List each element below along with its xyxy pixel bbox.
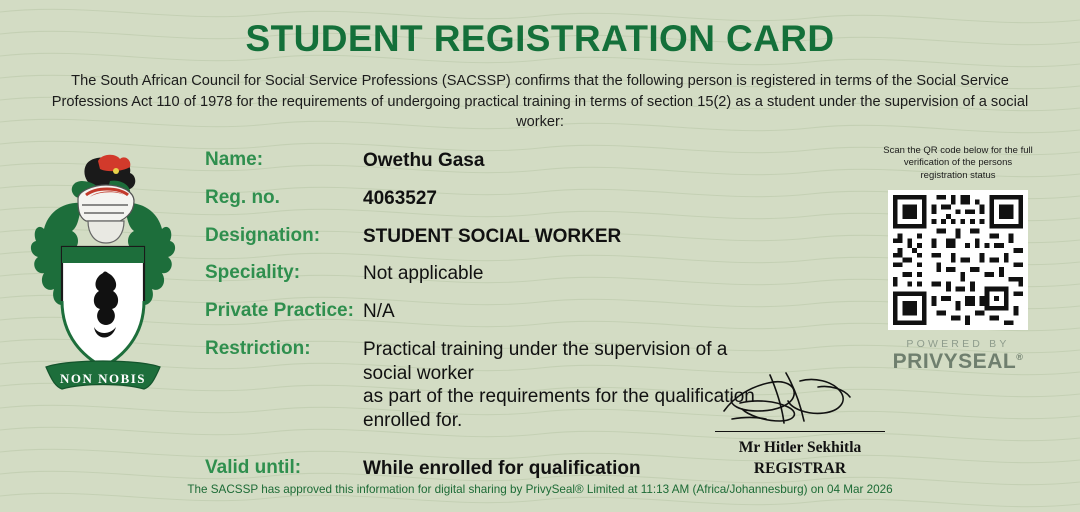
- intro-paragraph: The South African Council for Social Service Professions (SACSSP) confirms that the following person is registered in terms of the Social Service Professions Act 110 of 1978 for the requirements of undergoing practical training in terms of section 15(2) as a student under the supervision of a social worker:: [51, 72, 1029, 131]
- signature-block: [700, 367, 900, 480]
- field-list: [205, 149, 765, 495]
- privyseal-wordmark: PRIVYSEAL: [892, 350, 1017, 374]
- field-row-designation: [205, 225, 765, 249]
- signature-line: [715, 431, 885, 432]
- privyseal-brand: [858, 350, 1058, 374]
- field-label: Name:: [205, 149, 264, 170]
- signatory-name: Mr Hitler Sekhitla: [738, 439, 862, 456]
- signatory-role: REGISTRAR: [753, 459, 847, 477]
- field-value: 4063527: [363, 187, 437, 209]
- field-row-private-practice: [205, 300, 765, 324]
- field-row-name: [205, 149, 765, 173]
- field-value: STUDENT SOCIAL WORKER: [363, 225, 622, 247]
- coat-of-arms-crest: [24, 151, 182, 411]
- field-label: Speciality:: [205, 262, 301, 284]
- field-row-restriction: [205, 338, 765, 433]
- page-title: STUDENT REGISTRATION CARD: [245, 18, 835, 59]
- qr-caption: Scan the QR code below for the full verification of the persons registration status: [883, 145, 1033, 181]
- field-value-line2: as part of the requirements for the qualification enrolled for.: [363, 386, 755, 431]
- handwritten-signature: [710, 367, 890, 431]
- registered-mark: ®: [1016, 352, 1024, 363]
- field-row-valid-until: [205, 457, 765, 481]
- field-value: Owethu Gasa: [363, 150, 485, 171]
- powered-by-block: [858, 338, 1058, 374]
- qr-code[interactable]: [888, 190, 1028, 330]
- powered-by-label: POWERED BY: [906, 338, 1010, 351]
- qr-verification-area: [858, 145, 1058, 374]
- field-label: Valid until:: [205, 456, 302, 478]
- field-value: N/A: [363, 301, 395, 322]
- field-row-reg-no: [205, 187, 765, 211]
- field-label: Restriction:: [205, 337, 311, 359]
- field-value-line1: Practical training under the supervision of a social worker: [363, 338, 728, 384]
- field-label: Reg. no.: [205, 186, 280, 208]
- field-label: Designation:: [205, 224, 321, 246]
- field-row-speciality: [205, 262, 765, 286]
- crest-motto: NON NOBIS: [59, 371, 147, 386]
- field-label: Private Practice:: [205, 300, 354, 321]
- field-value: While enrolled for qualification: [363, 457, 641, 479]
- field-value: Not applicable: [363, 263, 484, 285]
- footer-approval-text: The SACSSP has approved this information for digital sharing by PrivySeal® Limited at 11:13 AM (Africa/Johannesburg) on 04 Mar 2026: [187, 483, 893, 496]
